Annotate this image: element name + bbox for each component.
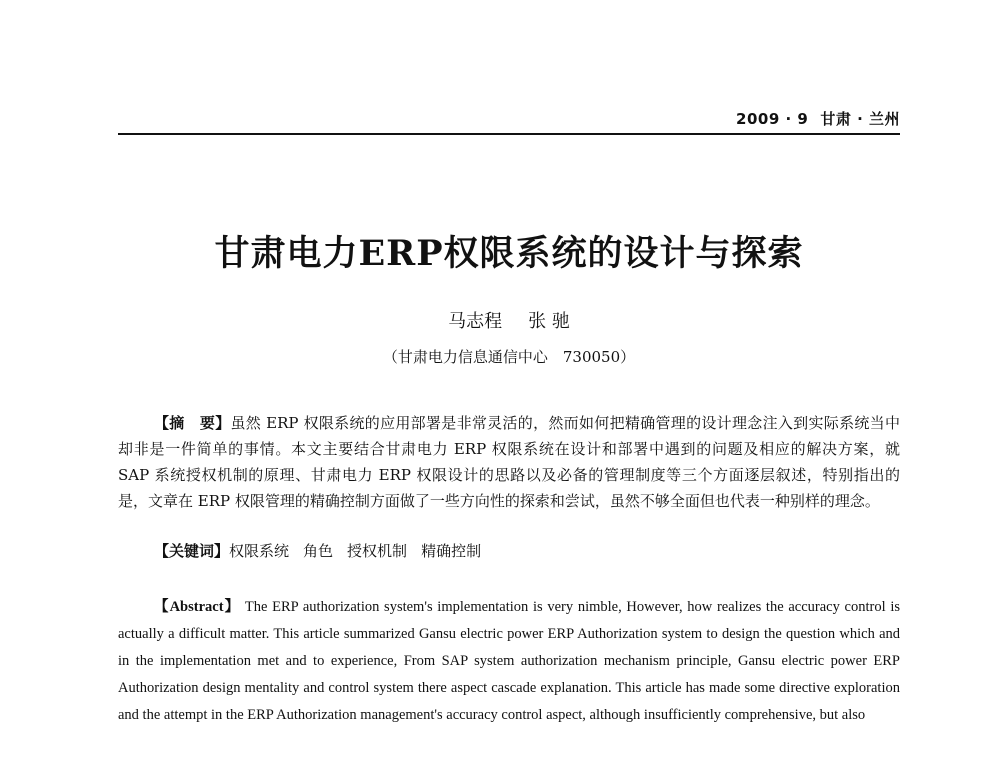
author-name: 张 驰 (528, 311, 570, 332)
abstract-cn-text: 虽然 ERP 权限系统的应用部署是非常灵活的，然而如何把精确管理的设计理念注入到实际系统当中却非是一件简单的事情。本文主要结合甘肃电力 ERP 权限系统在设计和部署中遇到的问题及相应的解决方案，就 SAP 系统授权机制的原理、甘肃电力 ERP 权限设计的思路以及必备的管理制度等三个方面逐层叙述，特别指出的是，文章在 ERP 权限管理的精确控制方面做了一些方向性的探索和尝试，虽然不够全面但也代表一种别样的理念。 (118, 414, 900, 510)
keyword: 授权机制 (347, 542, 408, 560)
header-rule (118, 133, 900, 135)
abstract-en-label: 【Abstract】 (154, 599, 241, 615)
issue-date: 2009 · 9 (736, 110, 809, 128)
page-header (118, 108, 900, 129)
keywords-label: 【关键词】 (154, 542, 230, 560)
abstract-english (118, 594, 900, 729)
abstract-cn-label: 【摘 要】 (154, 414, 231, 432)
abstract-chinese (118, 410, 900, 514)
keywords (154, 540, 495, 561)
author-list (118, 307, 900, 333)
abstract-en-text: The ERP authorization system's implementation is very nimble, However, how realizes the accuracy control is actually a difficult matter. This article summarized Gansu electric power ERP Authorization system to design the question which and in the implementation met and to experience, From SAP system authorization mechanism principle, Gansu electric power ERP Authorization design mentality and control system there aspect cascade explanation. This article has made some directive exploration and the attempt in the ERP Authorization management's accuracy control aspect, although insufficiently comprehensive, but also (118, 599, 900, 723)
keyword: 精确控制 (421, 542, 482, 560)
keyword: 角色 (303, 542, 334, 560)
affiliation: （甘肃电力信息通信中心 730050） (382, 348, 636, 366)
paper-title: 甘肃电力ERP权限系统的设计与探索 (214, 233, 804, 274)
issue-location: 甘肃 · 兰州 (820, 110, 900, 128)
author-name: 马志程 (448, 311, 503, 332)
keyword: 权限系统 (229, 542, 290, 560)
